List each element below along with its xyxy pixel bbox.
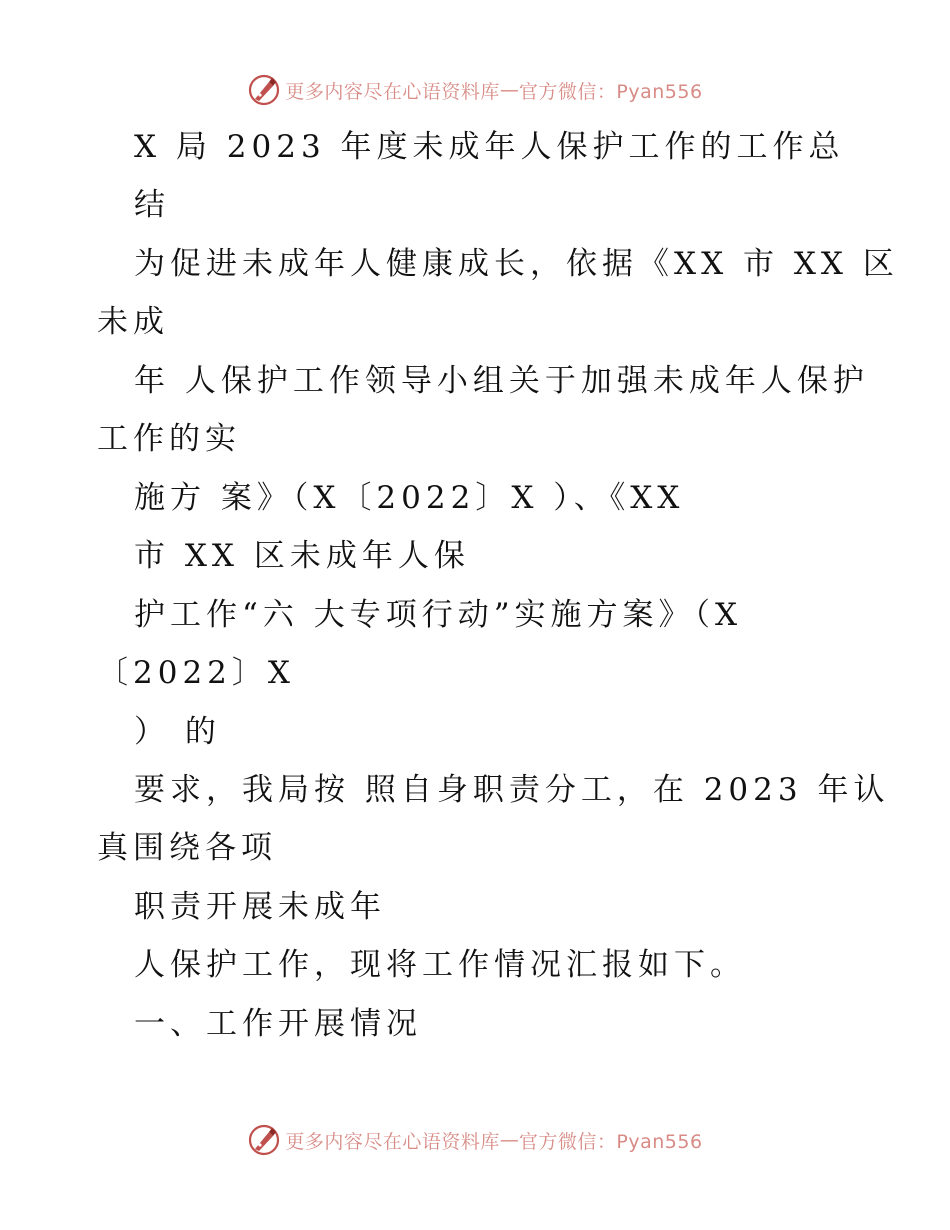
paragraph-line: 为促进未成年人健康成长，依据《XX 市 XX 区 <box>134 246 899 282</box>
footer-watermark-banner <box>0 1120 950 1160</box>
paragraph-line: 市 XX 区未成年人保 <box>134 538 470 574</box>
paragraph-line: 未成 <box>97 304 169 340</box>
header-watermark-banner <box>0 70 950 110</box>
paragraph-line: 施方 案》（X〔2022〕X ）、《XX <box>134 480 685 516</box>
watermark-site-text: 更多内容尽在心语资料库 <box>285 80 500 103</box>
watermark-contact-text: 官方微信：Pyan556 <box>518 1130 703 1153</box>
fountain-pen-logo-icon <box>247 73 281 107</box>
paragraph-line: ） 的 <box>134 714 221 750</box>
paragraph-line: 工作的实 <box>97 421 241 457</box>
paragraph-line: 〔2022〕X <box>97 655 295 691</box>
paragraph-line: 要求，我局按 照自身职责分工，在 2023 年认 <box>134 772 890 808</box>
document-title-line-1: X 局 2023 年度未成年人保护工作的工作总 <box>134 129 845 165</box>
paragraph-line: 真围绕各项 <box>97 830 277 866</box>
watermark-separator: — <box>499 79 519 101</box>
section-heading: 一、工作开展情况 <box>134 1006 422 1042</box>
paragraph-line: 护工作“六 大专项行动”实施方案》（X <box>134 597 743 633</box>
watermark-site-text: 更多内容尽在心语资料库 <box>285 1130 500 1153</box>
paragraph-line: 人保护工作，现将工作情况汇报如下。 <box>134 947 746 983</box>
fountain-pen-logo-icon <box>247 1123 281 1157</box>
document-title-line-2: 结 <box>134 187 170 223</box>
watermark-separator: — <box>499 1129 519 1151</box>
paragraph-line: 职责开展未成年 <box>134 889 386 925</box>
watermark-contact-text: 官方微信：Pyan556 <box>518 80 703 103</box>
paragraph-line: 年 人保护工作领导小组关于加强未成年人保护 <box>134 363 869 399</box>
